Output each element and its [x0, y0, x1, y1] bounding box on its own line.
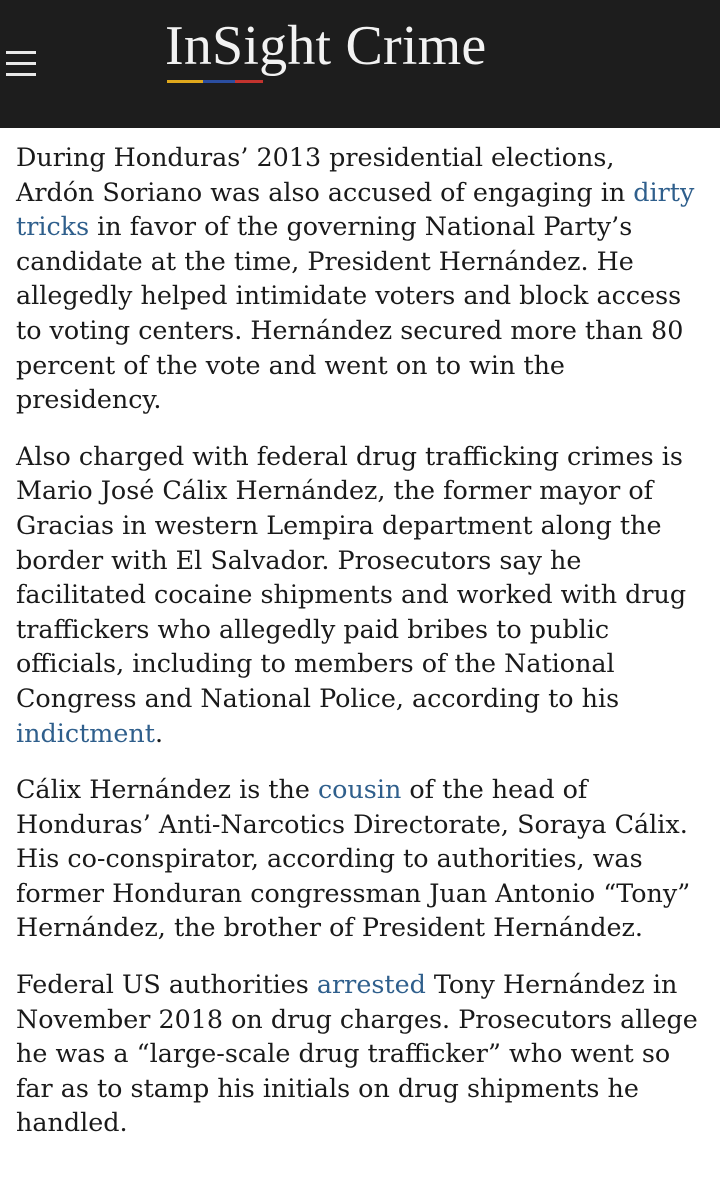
- site-logo[interactable]: [165, 15, 487, 98]
- logo-stripe-yellow: [167, 80, 203, 83]
- paragraph-text: Tony Hernández in November 2018 on drug charges. Prosecutors allege he was a “large-scale drug trafficker” who went so far as to stamp his initials on drug shipments he handled.: [16, 969, 698, 1138]
- article-paragraph-3: [16, 772, 700, 945]
- menu-line: [6, 62, 36, 65]
- paragraph-text: Federal US authorities: [16, 969, 317, 1000]
- menu-line: [6, 73, 36, 76]
- link-arrested[interactable]: arrested: [316, 969, 426, 1000]
- logo-stripe-blue: [203, 80, 235, 83]
- article-paragraph-1: [16, 140, 700, 417]
- paragraph-text: of the head of Honduras’ Anti-Narcotics Directorate, Soraya Cálix. His co-conspirator, according to authorities, was former Honduran congressman Juan Antonio “Tony” Hernández, the brother of President Hernández.: [16, 774, 691, 943]
- hamburger-menu-icon[interactable]: [6, 48, 40, 82]
- paragraph-text: .: [154, 717, 164, 748]
- logo-color-stripe: [167, 80, 263, 83]
- paragraph-text: During Honduras’ 2013 presidential elections, Ardón Soriano was also accused of engaging in: [16, 142, 634, 207]
- logo-text: InSight Crime: [165, 15, 487, 77]
- menu-line: [6, 51, 36, 54]
- link-dirty-tricks[interactable]: dirty tricks: [16, 176, 695, 242]
- link-cousin[interactable]: cousin: [317, 774, 402, 805]
- article-paragraph-2: [16, 439, 700, 750]
- paragraph-text: Also charged with federal drug trafficking crimes is Mario José Cálix Hernández, the former mayor of Gracias in western Lempira department along the border with El Salvador. Prosecutors say he facilitated cocaine shipments and worked with drug traffickers who allegedly paid bribes to public officials, including to members of the National Congress and National Police, according to his: [16, 440, 687, 713]
- logo-stripe-red: [235, 80, 263, 83]
- article-body: [0, 128, 720, 1140]
- paragraph-text: Cálix Hernández is the: [16, 774, 318, 805]
- article-paragraph-4: [16, 967, 700, 1140]
- site-header: [0, 0, 720, 128]
- link-indictment[interactable]: indictment: [16, 717, 155, 748]
- paragraph-text: in favor of the governing National Party’s candidate at the time, President Hernández. He allegedly helped intimidate voters and block access to voting centers. Hernández secured more than 80 percent of the vote and went on to win the presidency.: [16, 211, 684, 415]
